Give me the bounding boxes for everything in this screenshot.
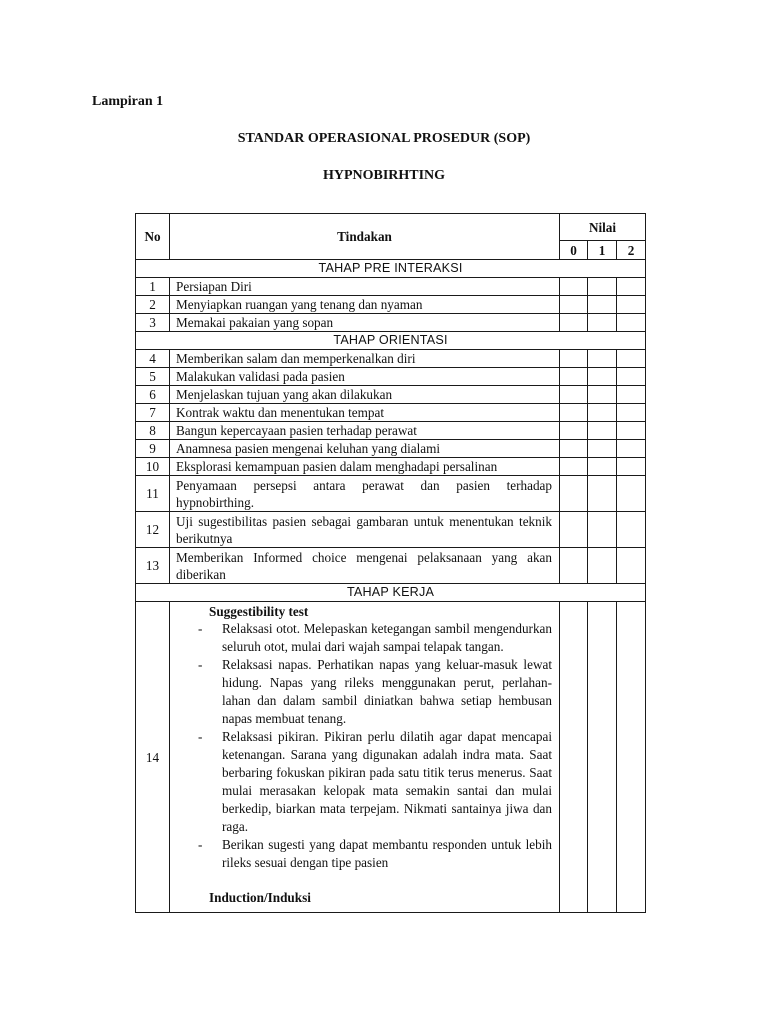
score-cell-2[interactable]: [617, 314, 646, 332]
step-list: [176, 620, 552, 872]
score-cell-1[interactable]: [588, 602, 617, 913]
table-row: [136, 386, 646, 404]
row-action: Penyamaan persepsi antara perawat dan pasien terhadap hypnobirthing.: [170, 476, 560, 512]
row-number: 6: [136, 386, 170, 404]
sop-table: [135, 213, 646, 913]
header-score-2: 2: [617, 241, 646, 260]
bullet: -: [198, 729, 203, 744]
table-row: [136, 602, 646, 913]
document-subtitle: HYPNOBIRHTING: [322, 168, 446, 183]
section-title: TAHAP PRE INTERAKSI: [136, 260, 646, 278]
table-row: [136, 404, 646, 422]
header-no: No: [136, 214, 170, 260]
row-number: 4: [136, 350, 170, 368]
score-cell-1[interactable]: [588, 404, 617, 422]
score-cell-1[interactable]: [588, 278, 617, 296]
header-score-0: 0: [560, 241, 588, 260]
score-cell-0[interactable]: [560, 296, 588, 314]
row-number: 1: [136, 278, 170, 296]
score-cell-0[interactable]: [560, 422, 588, 440]
table-row: [136, 440, 646, 458]
score-cell-1[interactable]: [588, 440, 617, 458]
row-number: 13: [136, 548, 170, 584]
score-cell-0[interactable]: [560, 314, 588, 332]
score-cell-1[interactable]: [588, 368, 617, 386]
list-item-text: Berikan sugesti yang dapat membantu responden untuk lebih rileks sesuai dengan tipe pasien: [222, 837, 552, 870]
bullet: -: [198, 837, 203, 852]
score-cell-0[interactable]: [560, 386, 588, 404]
row-action: Uji sugestibilitas pasien sebagai gambaran untuk menentukan teknik berikutnya: [170, 512, 560, 548]
score-cell-0[interactable]: [560, 278, 588, 296]
row-number: 10: [136, 458, 170, 476]
score-cell-2[interactable]: [617, 512, 646, 548]
score-cell-1[interactable]: [588, 458, 617, 476]
score-cell-2[interactable]: [617, 476, 646, 512]
table-row: [136, 422, 646, 440]
score-cell-1[interactable]: [588, 548, 617, 584]
score-cell-0[interactable]: [560, 602, 588, 913]
row-action: Memakai pakaian yang sopan: [170, 314, 560, 332]
score-cell-2[interactable]: [617, 350, 646, 368]
score-cell-1[interactable]: [588, 314, 617, 332]
bullet: -: [198, 621, 203, 636]
list-item-text: Relaksasi pikiran. Pikiran perlu dilatih agar dapat mencapai ketenangan. Sarana yang digunakan adalah indra mata. Saat berbaring fokuskan pikiran pada satu titik terus menerus. Saat mulai merasakan kelopak mata semakin santai dan mulai berkedip, biarkan mata terpejam. Nikmati santainya jiwa dan raga.: [222, 729, 552, 834]
row-number: 7: [136, 404, 170, 422]
table-row: [136, 278, 646, 296]
score-cell-0[interactable]: [560, 548, 588, 584]
score-cell-2[interactable]: [617, 368, 646, 386]
row-action: Anamnesa pasien mengenai keluhan yang dialami: [170, 440, 560, 458]
table-row: [136, 350, 646, 368]
row-action: Memberikan salam dan memperkenalkan diri: [170, 350, 560, 368]
score-cell-0[interactable]: [560, 512, 588, 548]
score-cell-1[interactable]: [588, 512, 617, 548]
score-cell-2[interactable]: [617, 458, 646, 476]
suggestibility-heading: Suggestibility test: [209, 604, 309, 619]
score-cell-2[interactable]: [617, 440, 646, 458]
score-cell-2[interactable]: [617, 548, 646, 584]
list-item-text: Relaksasi napas. Perhatikan napas yang keluar-masuk lewat hidung. Napas yang rileks menggunakan perut, perlahan-lahan dan dalam sambil diniatkan bahwa setiap hembusan napas membuat tenang.: [222, 657, 552, 726]
bullet: -: [198, 657, 203, 672]
row-action: [170, 602, 560, 913]
score-cell-0[interactable]: [560, 368, 588, 386]
list-item-text: Relaksasi otot. Melepaskan ketegangan sambil mengendurkan seluruh otot, mulai dari wajah sampai telapak tangan.: [222, 621, 552, 654]
induction-heading: Induction/Induksi: [209, 890, 311, 905]
row-action: Malakukan validasi pada pasien: [170, 368, 560, 386]
document-title: STANDAR OPERASIONAL PROSEDUR (SOP): [237, 131, 531, 146]
row-number: 8: [136, 422, 170, 440]
row-number: 11: [136, 476, 170, 512]
list-item: [176, 836, 552, 872]
score-cell-0[interactable]: [560, 404, 588, 422]
list-item: [176, 656, 552, 728]
table-row: [136, 368, 646, 386]
table-row: [136, 314, 646, 332]
row-number: 12: [136, 512, 170, 548]
score-cell-2[interactable]: [617, 278, 646, 296]
section-title: TAHAP KERJA: [136, 584, 646, 602]
list-item: [176, 728, 552, 836]
table-row: [136, 458, 646, 476]
score-cell-0[interactable]: [560, 350, 588, 368]
row-action: Eksplorasi kemampuan pasien dalam menghadapi persalinan: [170, 458, 560, 476]
score-cell-0[interactable]: [560, 440, 588, 458]
section-title: TAHAP ORIENTASI: [136, 332, 646, 350]
list-item: [176, 620, 552, 656]
row-action: Kontrak waktu dan menentukan tempat: [170, 404, 560, 422]
row-number: 3: [136, 314, 170, 332]
table-row: [136, 548, 646, 584]
score-cell-1[interactable]: [588, 386, 617, 404]
table-row: [136, 476, 646, 512]
row-action: Menjelaskan tujuan yang akan dilakukan: [170, 386, 560, 404]
score-cell-1[interactable]: [588, 422, 617, 440]
row-action: Menyiapkan ruangan yang tenang dan nyaman: [170, 296, 560, 314]
row-action: Bangun kepercayaan pasien terhadap perawat: [170, 422, 560, 440]
row-number: 5: [136, 368, 170, 386]
score-cell-1[interactable]: [588, 476, 617, 512]
header-nilai: Nilai: [560, 214, 646, 241]
table-row: [136, 512, 646, 548]
score-cell-2[interactable]: [617, 602, 646, 913]
row-action: Persiapan Diri: [170, 278, 560, 296]
score-cell-1[interactable]: [588, 350, 617, 368]
row-number: 2: [136, 296, 170, 314]
score-cell-2[interactable]: [617, 404, 646, 422]
score-cell-0[interactable]: [560, 476, 588, 512]
header-tindakan: Tindakan: [170, 214, 560, 260]
row-number: 9: [136, 440, 170, 458]
score-cell-1[interactable]: [588, 296, 617, 314]
row-number: 14: [136, 602, 170, 913]
table-row: [136, 296, 646, 314]
header-score-1: 1: [588, 241, 617, 260]
score-cell-2[interactable]: [617, 422, 646, 440]
score-cell-0[interactable]: [560, 458, 588, 476]
appendix-label: Lampiran 1: [92, 94, 164, 109]
score-cell-2[interactable]: [617, 296, 646, 314]
score-cell-2[interactable]: [617, 386, 646, 404]
row-action: Memberikan Informed choice mengenai pelaksanaan yang akan diberikan: [170, 548, 560, 584]
